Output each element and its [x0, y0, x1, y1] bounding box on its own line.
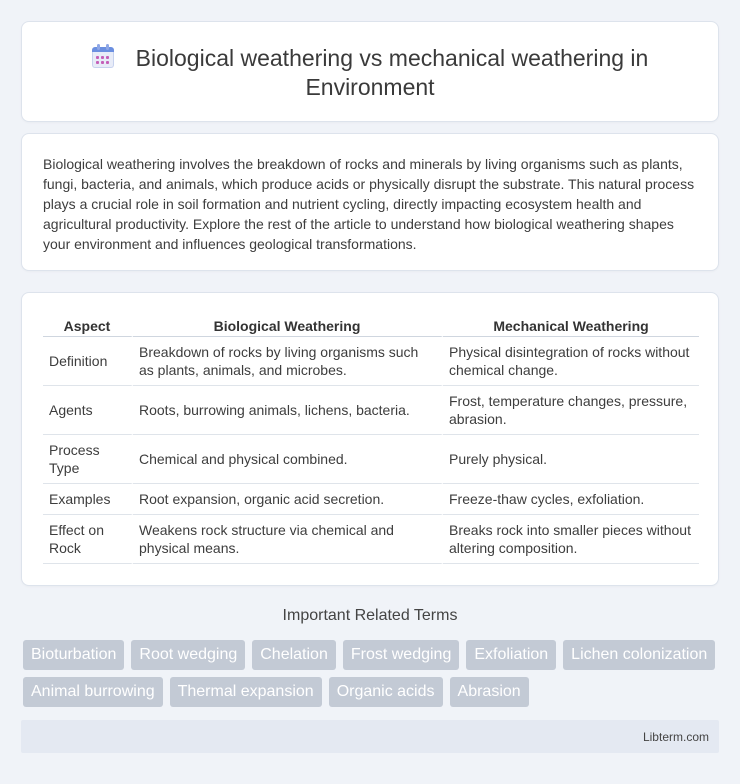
page-title: Biological weathering vs mechanical weathering in Environment	[135, 45, 649, 100]
cell-mechanical: Freeze-thaw cycles, exfoliation.	[443, 484, 699, 515]
cell-aspect: Examples	[43, 484, 133, 515]
intro-card	[21, 133, 719, 271]
cell-mechanical: Breaks rock into smaller pieces without altering composition.	[443, 515, 699, 564]
tag-frost-wedging[interactable]: Frost wedging	[343, 640, 460, 670]
tag-bioturbation[interactable]: Bioturbation	[23, 640, 124, 670]
cell-mechanical: Physical disintegration of rocks without chemical change.	[443, 337, 699, 386]
tag-thermal-expansion[interactable]: Thermal expansion	[170, 677, 322, 707]
cell-biological: Roots, burrowing animals, lichens, bacteria.	[133, 386, 443, 435]
cell-aspect: Effect on Rock	[43, 515, 133, 564]
tag-abrasion[interactable]: Abrasion	[450, 677, 529, 707]
cell-biological: Chemical and physical combined.	[133, 435, 443, 484]
cell-aspect: Process Type	[43, 435, 133, 484]
cell-mechanical: Frost, temperature changes, pressure, abrasion.	[443, 386, 699, 435]
header-biological: Biological Weathering	[133, 315, 443, 337]
tag-lichen-colonization[interactable]: Lichen colonization	[563, 640, 715, 670]
table-row	[43, 386, 699, 435]
tag-chelation[interactable]: Chelation	[252, 640, 336, 670]
header-mechanical: Mechanical Weathering	[443, 315, 699, 337]
cell-aspect: Definition	[43, 337, 133, 386]
comparison-table	[43, 315, 699, 564]
related-terms-title: Important Related Terms	[282, 607, 458, 624]
page-title-wrap	[22, 44, 718, 102]
cell-biological: Weakens rock structure via chemical and physical means.	[133, 515, 443, 564]
tag-animal-burrowing[interactable]: Animal burrowing	[23, 677, 163, 707]
header-aspect: Aspect	[43, 315, 133, 337]
cell-aspect: Agents	[43, 386, 133, 435]
footer	[21, 720, 719, 753]
calendar-icon	[92, 44, 114, 68]
table-row	[43, 484, 699, 515]
cell-biological: Breakdown of rocks by living organisms such as plants, animals, and microbes.	[133, 337, 443, 386]
table-header-row	[43, 315, 699, 337]
intro-paragraph: Biological weathering involves the breakdown of rocks and minerals by living organisms such as plants, fungi, bacteria, and animals, which produce acids or physically disrupt the substrate. This natural process plays a crucial role in soil formation and nutrient cycling, directly impacting ecosystem health and agricultural productivity. Explore the rest of the article to understand how biological weathering shapes your environment and influences geological transformations.	[43, 156, 695, 252]
comparison-card	[21, 292, 719, 586]
table-row	[43, 515, 699, 564]
tag-exfoliation[interactable]: Exfoliation	[466, 640, 556, 670]
tag-organic-acids[interactable]: Organic acids	[329, 677, 443, 707]
tag-root-wedging[interactable]: Root wedging	[131, 640, 245, 670]
table-row	[43, 337, 699, 386]
header-card	[21, 21, 719, 122]
related-tags	[23, 640, 723, 714]
footer-site-link[interactable]: Libterm.com	[642, 730, 709, 744]
table-row	[43, 435, 699, 484]
cell-mechanical: Purely physical.	[443, 435, 699, 484]
cell-biological: Root expansion, organic acid secretion.	[133, 484, 443, 515]
